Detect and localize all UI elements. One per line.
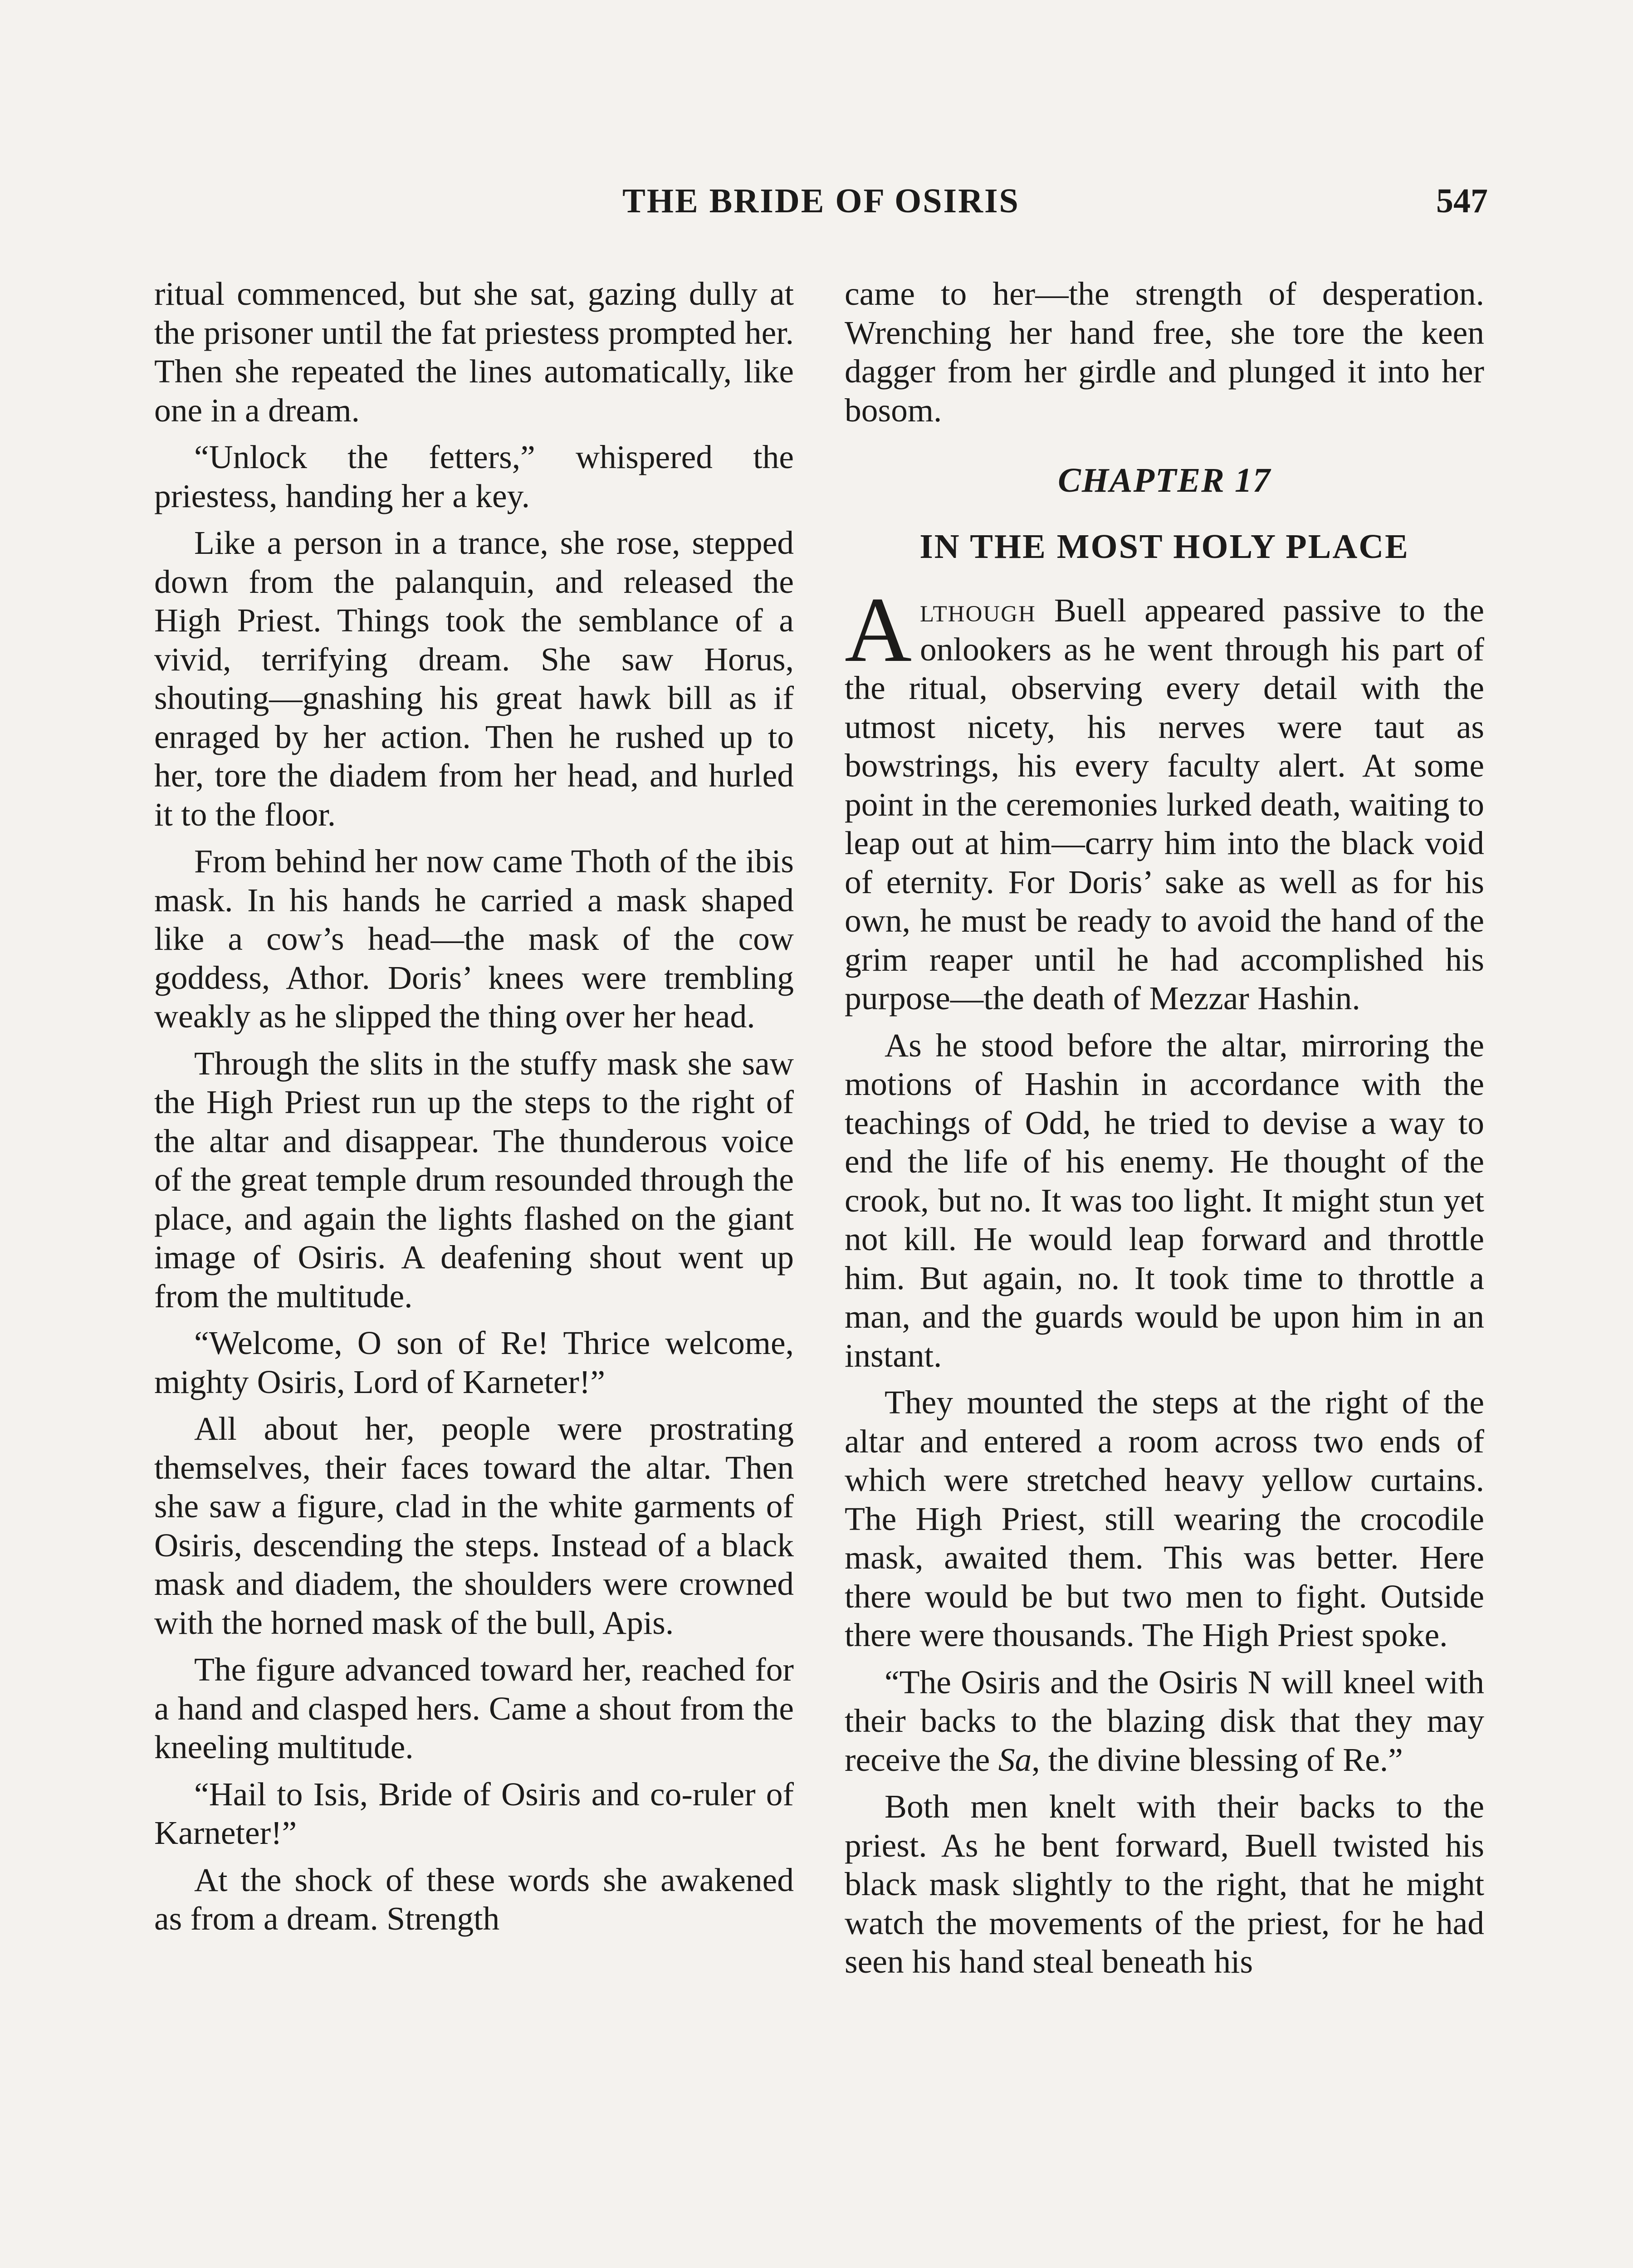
paragraph: Like a person in a trance, she rose, stepped down from the palanquin, and released the High Priest. Things took the semblance of a vivid, terrifying dream. She saw Horus, shouting—gnashing his great hawk bill as if enraged by her action. Then he rushed up to her, tore the diadem from her head, and hurled it to the floor. [154,524,794,833]
chapter-title: IN THE MOST HOLY PLACE [919,527,1409,566]
quote-text: , the divine blessing of Re.” [1032,1741,1403,1778]
paragraph: “Hail to Isis, Bride of Osiris and co-ruler of Karneter!” [154,1775,794,1851]
paragraph: At the shock of these words she awakened as from a dream. Strength [154,1861,794,1937]
paragraph: Both men knelt with their backs to the priest. As he bent forward, Buell twisted his black mask slightly to the right, that he might watch the movements of the priest, for he had seen his hand steal beneath his [845,1788,1484,1980]
paragraph: “Unlock the fetters,” whispered the priestess, handing her a key. [154,439,794,514]
quote-text: “The Osiris and the Osiris N will kneel with their backs to the blazing disk that they may receive the [845,1663,1484,1778]
left-column [154,274,794,1946]
paragraph: All about her, people were prostrating themselves, their faces toward the altar. Then she saw a figure, clad in the white garments of Osiris, descending the steps. Instead of a black mask and diadem, the shoulders were crowned with the horned mask of the bull, Apis. [154,1410,794,1641]
drop-cap: A [845,578,912,681]
paragraph: From behind her now came Thoth of the ibis mask. In his hands he carried a mask shaped like a cow’s head—the mask of the cow goddess, Athor. Doris’ knees were trembling weakly as he slipped the thing over her head. [154,843,794,1035]
page-header [154,181,1488,231]
paragraph: “Welcome, O son of Re! Thrice welcome, mighty Osiris, Lord of Karneter!” [154,1325,794,1400]
paragraph: The figure advanced toward her, reached for a hand and clasped hers. Came a shout from the kneeling multitude. [154,1651,794,1765]
right-column [845,274,1484,1989]
page-number: 547 [1436,182,1488,220]
chapter-opening-paragraph [845,578,1484,1018]
paragraph: Through the slits in the stuffy mask she saw the High Priest run up the steps to the right of the altar and disappear. The thunderous voice of the great temple drum resounded through the place, and again the lights flashed on the giant image of Osiris. A deafening shout went up from the multitude. [154,1045,794,1315]
opening-text: Buell appeared passive to the onlookers as he went through his part of the ritual, observing every detail with the utmost nicety, his nerves were taut as bowstrings, his every faculty alert. At some point in the ceremonies lurked death, waiting to leap out at him—carry him into the black void of eternity. For Doris’ sake as well as for his own, he must be ready to avoid the hand of the grim reaper until he had accomplished his purpose—the death of Mezzar Hashin. [845,592,1484,1017]
paragraph: came to her—the strength of desperation. Wrenching her hand free, she tore the keen dagger from her girdle and plunged it into her bosom. [845,275,1484,429]
paragraph: As he stood before the altar, mirroring the motions of Hashin in accordance with the teachings of Odd, he tried to devise a way to end the life of his enemy. He thought of the crook, but no. It was too light. It might stun yet not kill. He would leap forward and throttle him. But again, no. It took time to throttle a man, and the guards would be upon him in an instant. [845,1026,1484,1374]
quote-paragraph [845,1663,1484,1779]
chapter-label: CHAPTER 17 [1058,461,1271,499]
running-title: THE BRIDE OF OSIRIS [622,182,1020,220]
opening-small-caps: lthough [920,592,1036,629]
paragraph: They mounted the steps at the right of the altar and entered a room across two ends of which were stretched heavy yellow curtains. The High Priest, still wearing the crocodile mask, awaited them. This was better. Here there would be but two men to fight. Outside there were thousands. The High Priest spoke. [845,1384,1484,1653]
paragraph: ritual commenced, but she sat, gazing dully at the prisoner until the fat priestess prompted her. Then she repeated the lines automatically, like one in a dream. [154,275,794,429]
italic-word: Sa [998,1741,1032,1778]
